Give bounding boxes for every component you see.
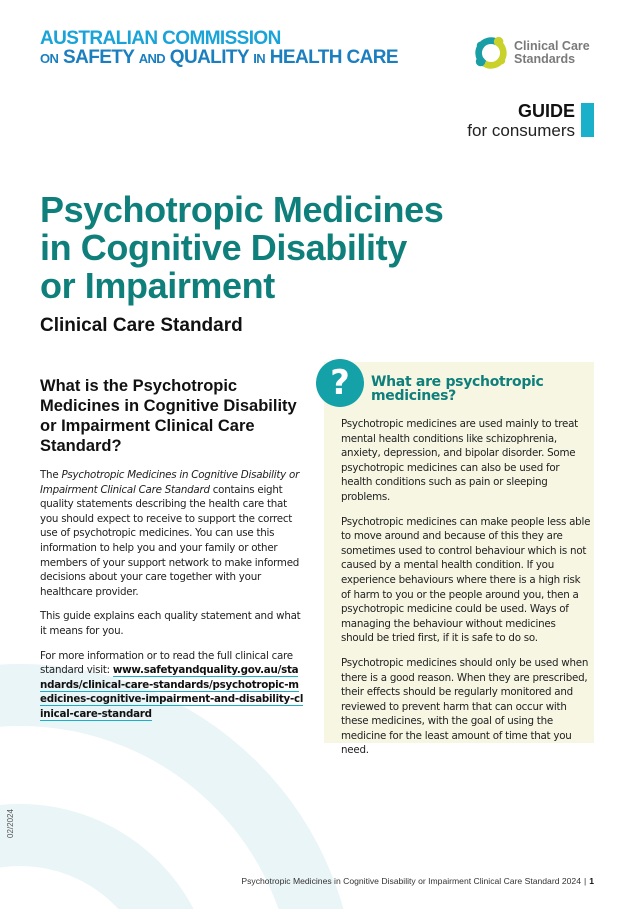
ccs-ring-icon — [472, 34, 510, 72]
logo-text-line2: Standards — [514, 52, 576, 66]
title-line-3: or Impairment — [40, 265, 275, 306]
guide-accent-bar — [581, 103, 594, 137]
more-info-paragraph: For more information or to read the full clinical care standard visit: www.safetyandquality.gov.au/standards/clinical-care-standards/psychotropic-medicines-cognitive-impairment-and-disability-clinical-care-standard — [40, 649, 304, 720]
question-mark-icon: ? — [316, 359, 364, 407]
info-box-title: What are psychotropic medicines? — [371, 374, 544, 404]
info-paragraph: Psychotropic medicines can make people less able to move around and because of this they are sometimes used to control behaviour which is not caused by a mental health condition. If you experience behaviours where there is a high risk of harm to you or the people around you, then a psychotropic medicine could be used. Ways of managing the behaviour without medicines should be tried first, if it is safe to do so. — [341, 515, 591, 645]
title-line-1: Psychotropic Medicines — [40, 189, 444, 230]
commission-logo — [40, 29, 398, 68]
title-line-2: in Cognitive Disability — [40, 227, 407, 268]
page-title — [40, 191, 480, 305]
footer-document-title: Psychotropic Medicines in Cognitive Disability or Impairment Clinical Care Standard 2024 — [241, 876, 581, 886]
intro-paragraph: The Psychotropic Medicines in Cognitive Disability or Impairment Clinical Care Standard contains eight quality statements describing the health care that you should expect to receive to support the correct use of psychotropic medicines. You can use this information to help you and your family or other members of your support network to make informed decisions about your care together with your healthcare provider. — [40, 469, 300, 598]
clinical-care-standards-logo — [472, 34, 590, 72]
page-footer — [241, 876, 594, 886]
guide-audience: for consumers — [467, 121, 575, 140]
what-is-section — [40, 376, 305, 732]
page-subtitle: Clinical Care Standard — [40, 315, 243, 336]
date-code: 02/2024 — [6, 809, 15, 838]
guide-label-block — [467, 101, 575, 141]
section-heading: What is the Psychotropic Medicines in Cognitive Disability or Impairment Clinical Care Standard? — [40, 377, 297, 455]
guide-label: GUIDE — [517, 101, 575, 121]
commission-name-line1: AUSTRALIAN COMMISSION — [40, 28, 281, 49]
footer-separator: | — [583, 876, 587, 886]
info-paragraph: Psychotropic medicines are used mainly to treat mental health conditions like schizophrenia, anxiety, depression, and bipolar disorder. Some psychotropic medicines can also be used for health conditions such as pain or sleeping problems. — [341, 418, 578, 503]
guide-explanation-paragraph: This guide explains each quality statement and what it means for you. — [40, 610, 301, 637]
logo-text-line1: Clinical Care — [514, 39, 590, 53]
page-number: 1 — [589, 876, 594, 886]
standard-link[interactable]: www.safetyandquality.gov.au/standards/clinical-care-standards/psychotropic-medicines-cognitive-impairment-and-disability-clinical-care-standard — [40, 664, 304, 720]
info-paragraph: Psychotropic medicines should only be used when there is a good reason. When they are prescribed, their effects should be regularly monitored and reviewed to prevent harm that can occur with these medicines, with the goal of using the medicine for the least amount of time that you need. — [341, 656, 589, 757]
info-box-body — [341, 417, 591, 768]
commission-name-line2: ON SAFETY AND QUALITY IN HEALTH CARE — [40, 47, 398, 68]
